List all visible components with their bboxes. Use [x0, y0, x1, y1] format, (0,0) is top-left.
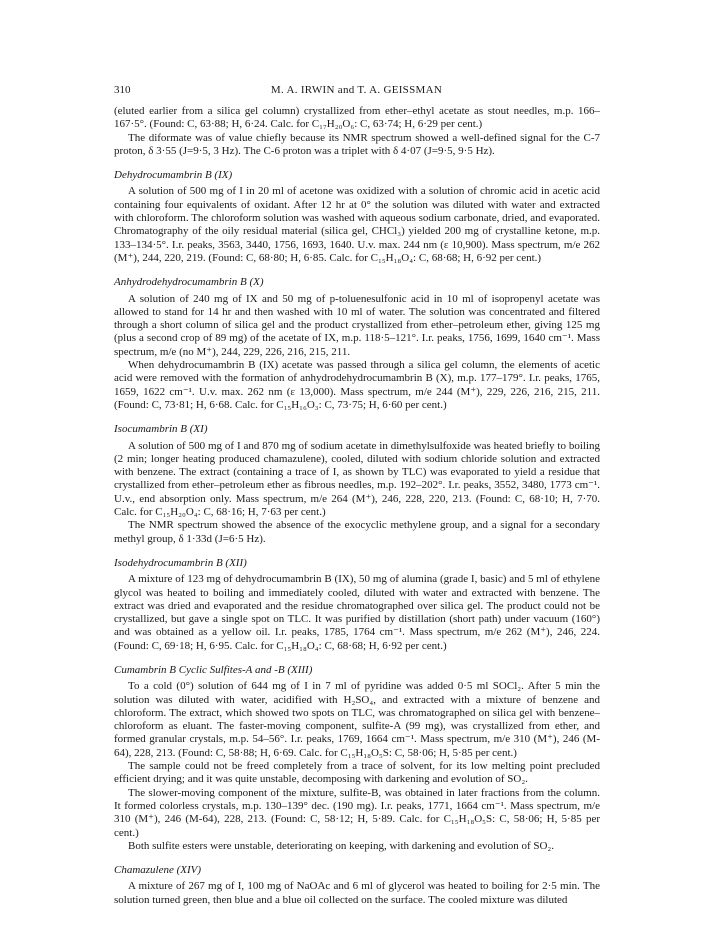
paragraph: A solution of 500 mg of I and 870 mg of sodium acetate in dimethylsulfoxide was heated briefly to boiling (2 min; longer heating produced chamazulene), cooled, diluted with sodium chloride solution and extracted with benzene. The extract (containing a trace of I, as shown by TLC) was evaporated to yield a residue that crystallized from ether–petroleum ether as fibrous needles, m.p. 192–202°. I.r. peaks, 3552, 3480, 1773 cm⁻¹. U.v., end absorption only. Mass spectrum, m/e 264 (M⁺), 246, 228, 220, 213. (Found: C, 68·10; H, 7·70. Calc. for C₁₅H₂₀O₄: C, 68·16; H, 7·63 per cent.)	[114, 439, 600, 519]
paragraph: A solution of 240 mg of IX and 50 mg of p-toluenesulfonic acid in 10 ml of isopropenyl acetate was allowed to stand for 14 hr and then washed with 10 ml of water. The solution was concentrated and filtered through a short column of silica gel and the product crystallized from ether–petroleum ether, giving 125 mg (plus a second crop of 89 mg) of the acetate of IX, m.p. 118·5–121°. I.r. peaks, 1756, 1699, 1640 cm⁻¹. Mass spectrum, m/e (no M⁺), 244, 229, 226, 216, 215, 211.	[114, 292, 600, 358]
section-heading: Cumambrin B Cyclic Sulfites-A and -B (XIII)	[114, 663, 313, 676]
section-heading: Dehydrocumambrin B (IX)	[114, 169, 233, 182]
paragraph: The diformate was of value chiefly because its NMR spectrum showed a well-defined signal for the C-7 proton, δ 3·55 (J=9·5, 3 Hz). The C-6 proton was a triplet with δ 4·07 (J=9·5, 9·5 Hz).	[114, 131, 600, 157]
paragraph: Both sulfite esters were unstable, deteriorating on keeping, with darkening and evolution of SO₂.	[128, 839, 555, 852]
paragraph: A mixture of 267 mg of I, 100 mg of NaOAc and 6 ml of glycerol was heated to boiling for 2·5 min. The solution turned green, then blue and a blue oil collected on the surface. The cooled mixture was diluted	[114, 880, 600, 906]
paragraph: A solution of 500 mg of I in 20 ml of acetone was oxidized with a solution of chromic acid in acetic acid containing four equivalents of oxidant. After 12 hr at 0° the solution was diluted with water and extracted with chloroform. The chloroform solution was washed with aqueous sodium carbonate, dried, and evaporated. Chromatography of the oily residual material (silica gel, CHCl₃) yielded 200 mg of crystalline ketone, m.p. 133–134·5°. I.r. peaks, 3563, 3440, 1756, 1693, 1640. U.v. max. 244 nm (ε 10,900). Mass spectrum, m/e 262 (M⁺), 244, 220, 219. (Found: C, 68·80; H, 6·85. Calc. for C₁₅H₁₈O₄: C, 68·68; H, 6·92 per cent.)	[114, 185, 600, 264]
section-heading: Isocumambrin B (XI)	[114, 423, 208, 436]
paragraph: The sample could not be freed completely from a trace of solvent, for its low melting point precluded efficient drying; and it was quite unstable, decomposing with darkening and evolution of SO₂.	[114, 760, 600, 786]
paragraph: When dehydrocumambrin B (IX) acetate was passed through a silica gel column, the elements of acetic acid were removed with the formation of anhydrodehydrocumambrin B (X), m.p. 177–179°. I.r. peaks, 1765, 1659, 1622 cm⁻¹. U.v. max. 262 nm (ε 13,000). Mass spectrum, m/e 244 (M⁺), 229, 226, 216, 215, 211. (Found: C, 73·81; H, 6·68. Calc. for C₁₅H₁₆O₃: C, 73·75; H, 6·60 per cent.)	[114, 359, 600, 411]
section-heading: Chamazulene (XIV)	[114, 864, 202, 877]
paragraph: (eluted earlier from a silica gel column) crystallized from ether–ethyl acetate as stout needles, m.p. 166–167·5°. (Found: C, 63·88; H, 6·24. Calc. for C₁₇H₂₀O₆: C, 63·74; H, 6·29 per cent.)	[114, 105, 600, 131]
paragraph: To a cold (0°) solution of 644 mg of I in 7 ml of pyridine was added 0·5 ml SOCl₂. After 5 min the solution was diluted with water, acidified with H₂SO₄, and extracted with a mixture of benzene and chloroform. The extract, which showed two spots on TLC, was chromatographed on silica gel with benzene–chloroform as eluant. The faster-moving component, sulfite-A (99 mg), was crystallized from ether, and formed granular crystals, m.p. 54–56°. I.r. peaks, 1769, 1664 cm⁻¹. Mass spectrum, m/e 310 (M⁺), 246 (M-64), 228, 213. (Found: C, 58·88; H, 6·69. Calc. for C₁₅H₁₈O₅S: C, 58·06; H, 5·85 per cent.)	[114, 680, 600, 759]
section-heading: Anhydrodehydrocumambrin B (X)	[114, 276, 264, 289]
section-heading: Isodehydrocumambrin B (XII)	[114, 556, 247, 569]
page-number: 310	[114, 84, 131, 96]
paragraph: The NMR spectrum showed the absence of the exocyclic methylene group, and a signal for a secondary methyl group, δ 1·33d (J=6·5 Hz).	[114, 519, 600, 545]
paragraph: The slower-moving component of the mixture, sulfite-B, was obtained in later fractions from the column. It formed colorless crystals, m.p. 130–139° dec. (190 mg). I.r. peaks, 1771, 1664 cm⁻¹. Mass spectrum, m/e 310 (M⁺), 246 (M-64), 228, 213. (Found: C, 58·12; H, 5·89. Calc. for C₁₅H₁₈O₅S: C, 58·06; H, 5·85 per cent.)	[114, 786, 600, 839]
running-head: M. A. IRWIN and T. A. GEISSMAN	[270, 84, 443, 96]
paragraph: A mixture of 123 mg of dehydrocumambrin B (IX), 50 mg of alumina (grade I, basic) and 5 ml of ethylene glycol was heated to boiling and immediately cooled, diluted with water and extracted with benzene. The extract was dried and evaporated and the residue chromatographed over silica gel. The product could not be crystallized, but gave a single spot on TLC. It was purified by distillation (short path) under vacuum (160°) and was obtained as a yellow oil. I.r. peaks, 1785, 1764 cm⁻¹. Mass spectrum, m/e 262 (M⁺), 246, 224. (Found: C, 69·18; H, 6·95. Calc. for C₁₅H₁₈O₄: C, 68·68; H, 6·92 per cent.)	[114, 573, 600, 652]
article-body	[114, 105, 600, 907]
page-header	[114, 84, 599, 98]
